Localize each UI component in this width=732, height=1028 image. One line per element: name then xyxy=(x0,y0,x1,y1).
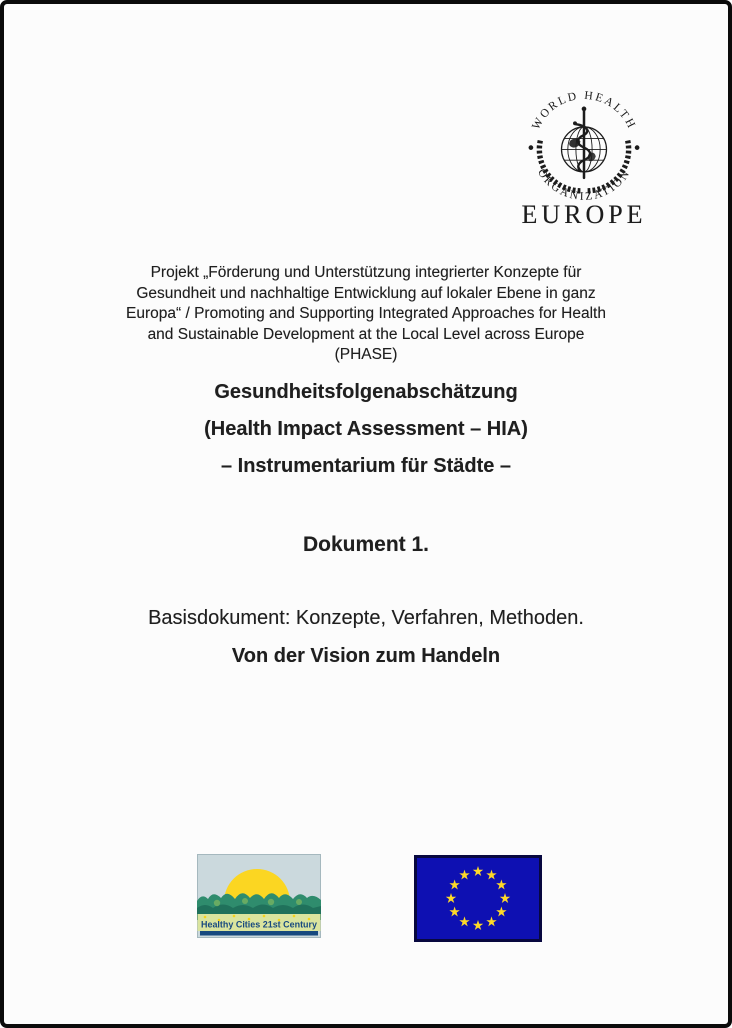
title-line: – Instrumentarium für Städte – xyxy=(220,455,512,477)
healthy-cities-label: Healthy Cities 21st Century xyxy=(201,919,318,931)
who-arc-bottom-text: ORGANIZATION xyxy=(534,166,634,203)
project-line: Europa“ / Promoting and Supporting Integrated Approaches for Health xyxy=(126,305,606,322)
project-line: (PHASE) xyxy=(334,346,398,363)
healthy-cities-logo xyxy=(197,854,321,938)
project-line: Gesundheit und nachhaltige Entwicklung auf lokaler Ebene in ganz xyxy=(136,284,596,302)
subtitle: Basisdokument: Konzepte, Verfahren, Methoden. xyxy=(148,607,584,629)
main-title xyxy=(4,381,728,492)
who-emblem-icon xyxy=(521,90,647,207)
who-arc-top-text: WORLD HEALTH xyxy=(529,90,639,132)
project-description xyxy=(4,263,728,366)
project-line: Projekt „Förderung und Unterstützung integrierter Konzepte für xyxy=(150,264,582,281)
eu-flag xyxy=(414,855,542,942)
who-region-label: EUROPE xyxy=(521,200,647,229)
tagline: Von der Vision zum Handeln xyxy=(231,645,501,667)
project-line: and Sustainable Development at the Local Level across Europe xyxy=(147,325,585,343)
healthy-cities-icon xyxy=(197,854,321,938)
who-logo xyxy=(520,90,648,230)
title-line: Gesundheitsfolgenabschätzung xyxy=(214,381,518,403)
eu-flag-icon xyxy=(414,855,542,942)
title-line: (Health Impact Assessment – HIA) xyxy=(204,418,528,440)
document-number: Dokument 1. xyxy=(302,533,430,556)
